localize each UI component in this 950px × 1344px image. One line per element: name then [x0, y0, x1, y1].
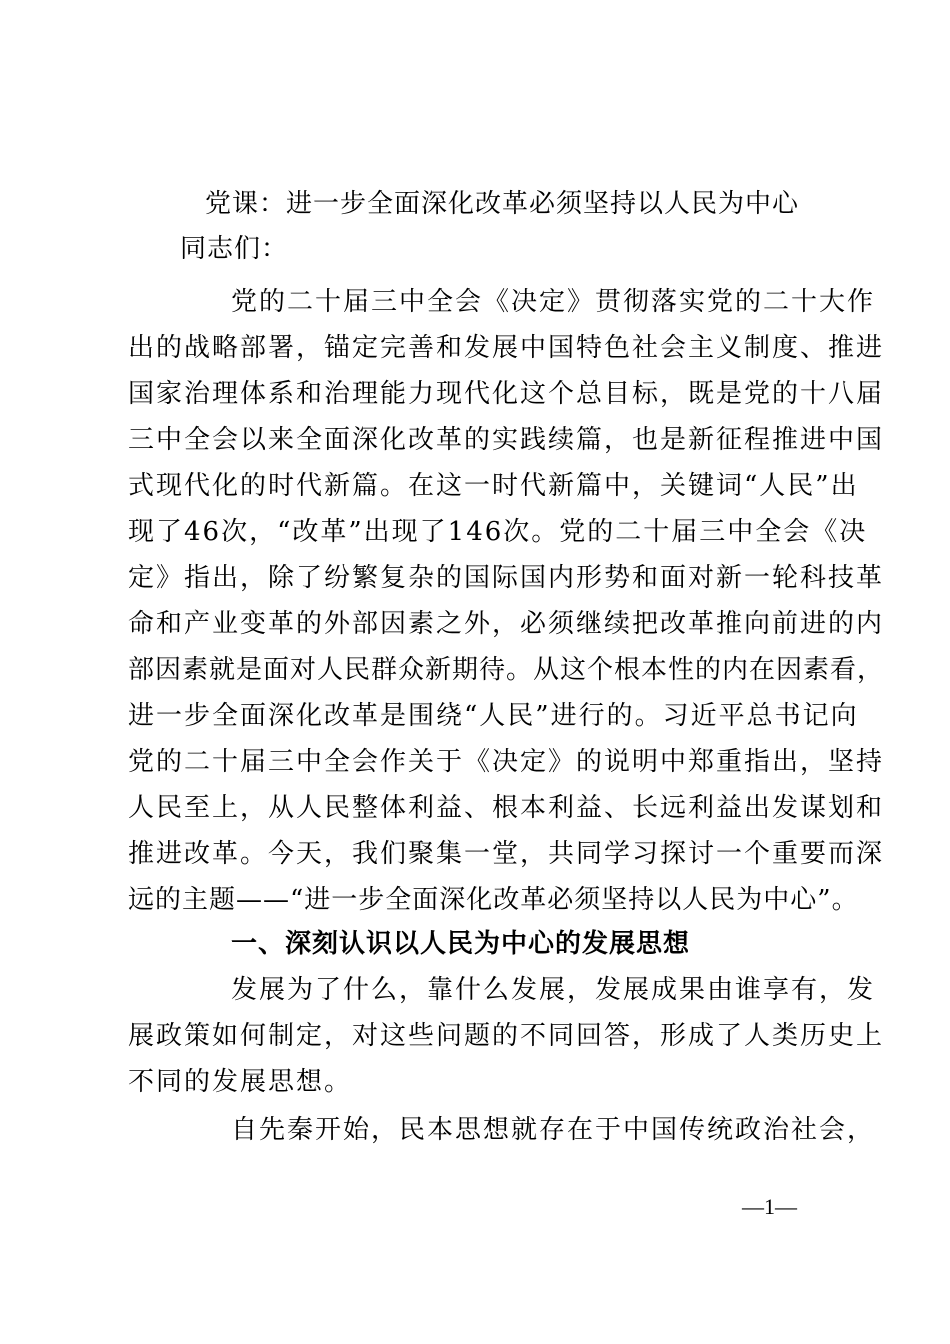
paragraph-line: 出的战略部署，锚定完善和发展中国特色社会主义制度、推进 — [128, 333, 885, 363]
document-title: 党课：进一步全面深化改革必须坚持以人民为中心 — [205, 189, 800, 219]
paragraph-line: 式现代化的时代新篇。在这一时代新篇中，关键词“人民”出 — [128, 471, 859, 501]
paragraph-line: 三中全会以来全面深化改革的实践续篇，也是新征程推进中国 — [128, 425, 885, 455]
section-heading: 一、深刻认识以人民为中心的发展思想 — [231, 929, 691, 959]
paragraph-line: 部因素就是面对人民群众新期待。从这个根本性的内在因素看， — [128, 655, 885, 685]
paragraph-line: 进一步全面深化改革是围绕“人民”进行的。习近平总书记向 — [128, 701, 859, 731]
page-number: —1— — [742, 1194, 797, 1219]
paragraph-line: 人民至上，从人民整体利益、根本利益、长远利益出发谋划和 — [128, 793, 885, 823]
paragraph-line: 远的主题——“进一步全面深化改革必须坚持以人民为中心”。 — [128, 885, 859, 915]
paragraph-line: 党的二十届三中全会作关于《决定》的说明中郑重指出，坚持 — [128, 747, 885, 777]
paragraph-line: 自先秦开始，民本思想就存在于中国传统政治社会， — [231, 1115, 876, 1145]
paragraph-line: 命和产业变革的外部因素之外，必须继续把改革推向前进的内 — [128, 609, 885, 639]
paragraph-line: 展政策如何制定，对这些问题的不同回答，形成了人类历史上 — [128, 1021, 885, 1051]
paragraph-line: 推进改革。今天，我们聚集一堂，共同学习探讨一个重要而深 — [128, 839, 885, 869]
paragraph-line: 定》指出，除了纷繁复杂的国际国内形势和面对新一轮科技革 — [128, 563, 885, 593]
paragraph-line: 党的二十届三中全会《决定》贯彻落实党的二十大作 — [231, 287, 876, 317]
paragraph-line: 国家治理体系和治理能力现代化这个总目标，既是党的十八届 — [128, 379, 885, 409]
paragraph-line: 不同的发展思想。 — [128, 1067, 353, 1097]
paragraph-line: 现了46次，“改革”出现了146次。党的二十届三中全会《决 — [128, 517, 868, 547]
paragraph-line: 发展为了什么，靠什么发展，发展成果由谁享有，发 — [231, 975, 876, 1005]
greeting: 同志们： — [180, 234, 289, 264]
